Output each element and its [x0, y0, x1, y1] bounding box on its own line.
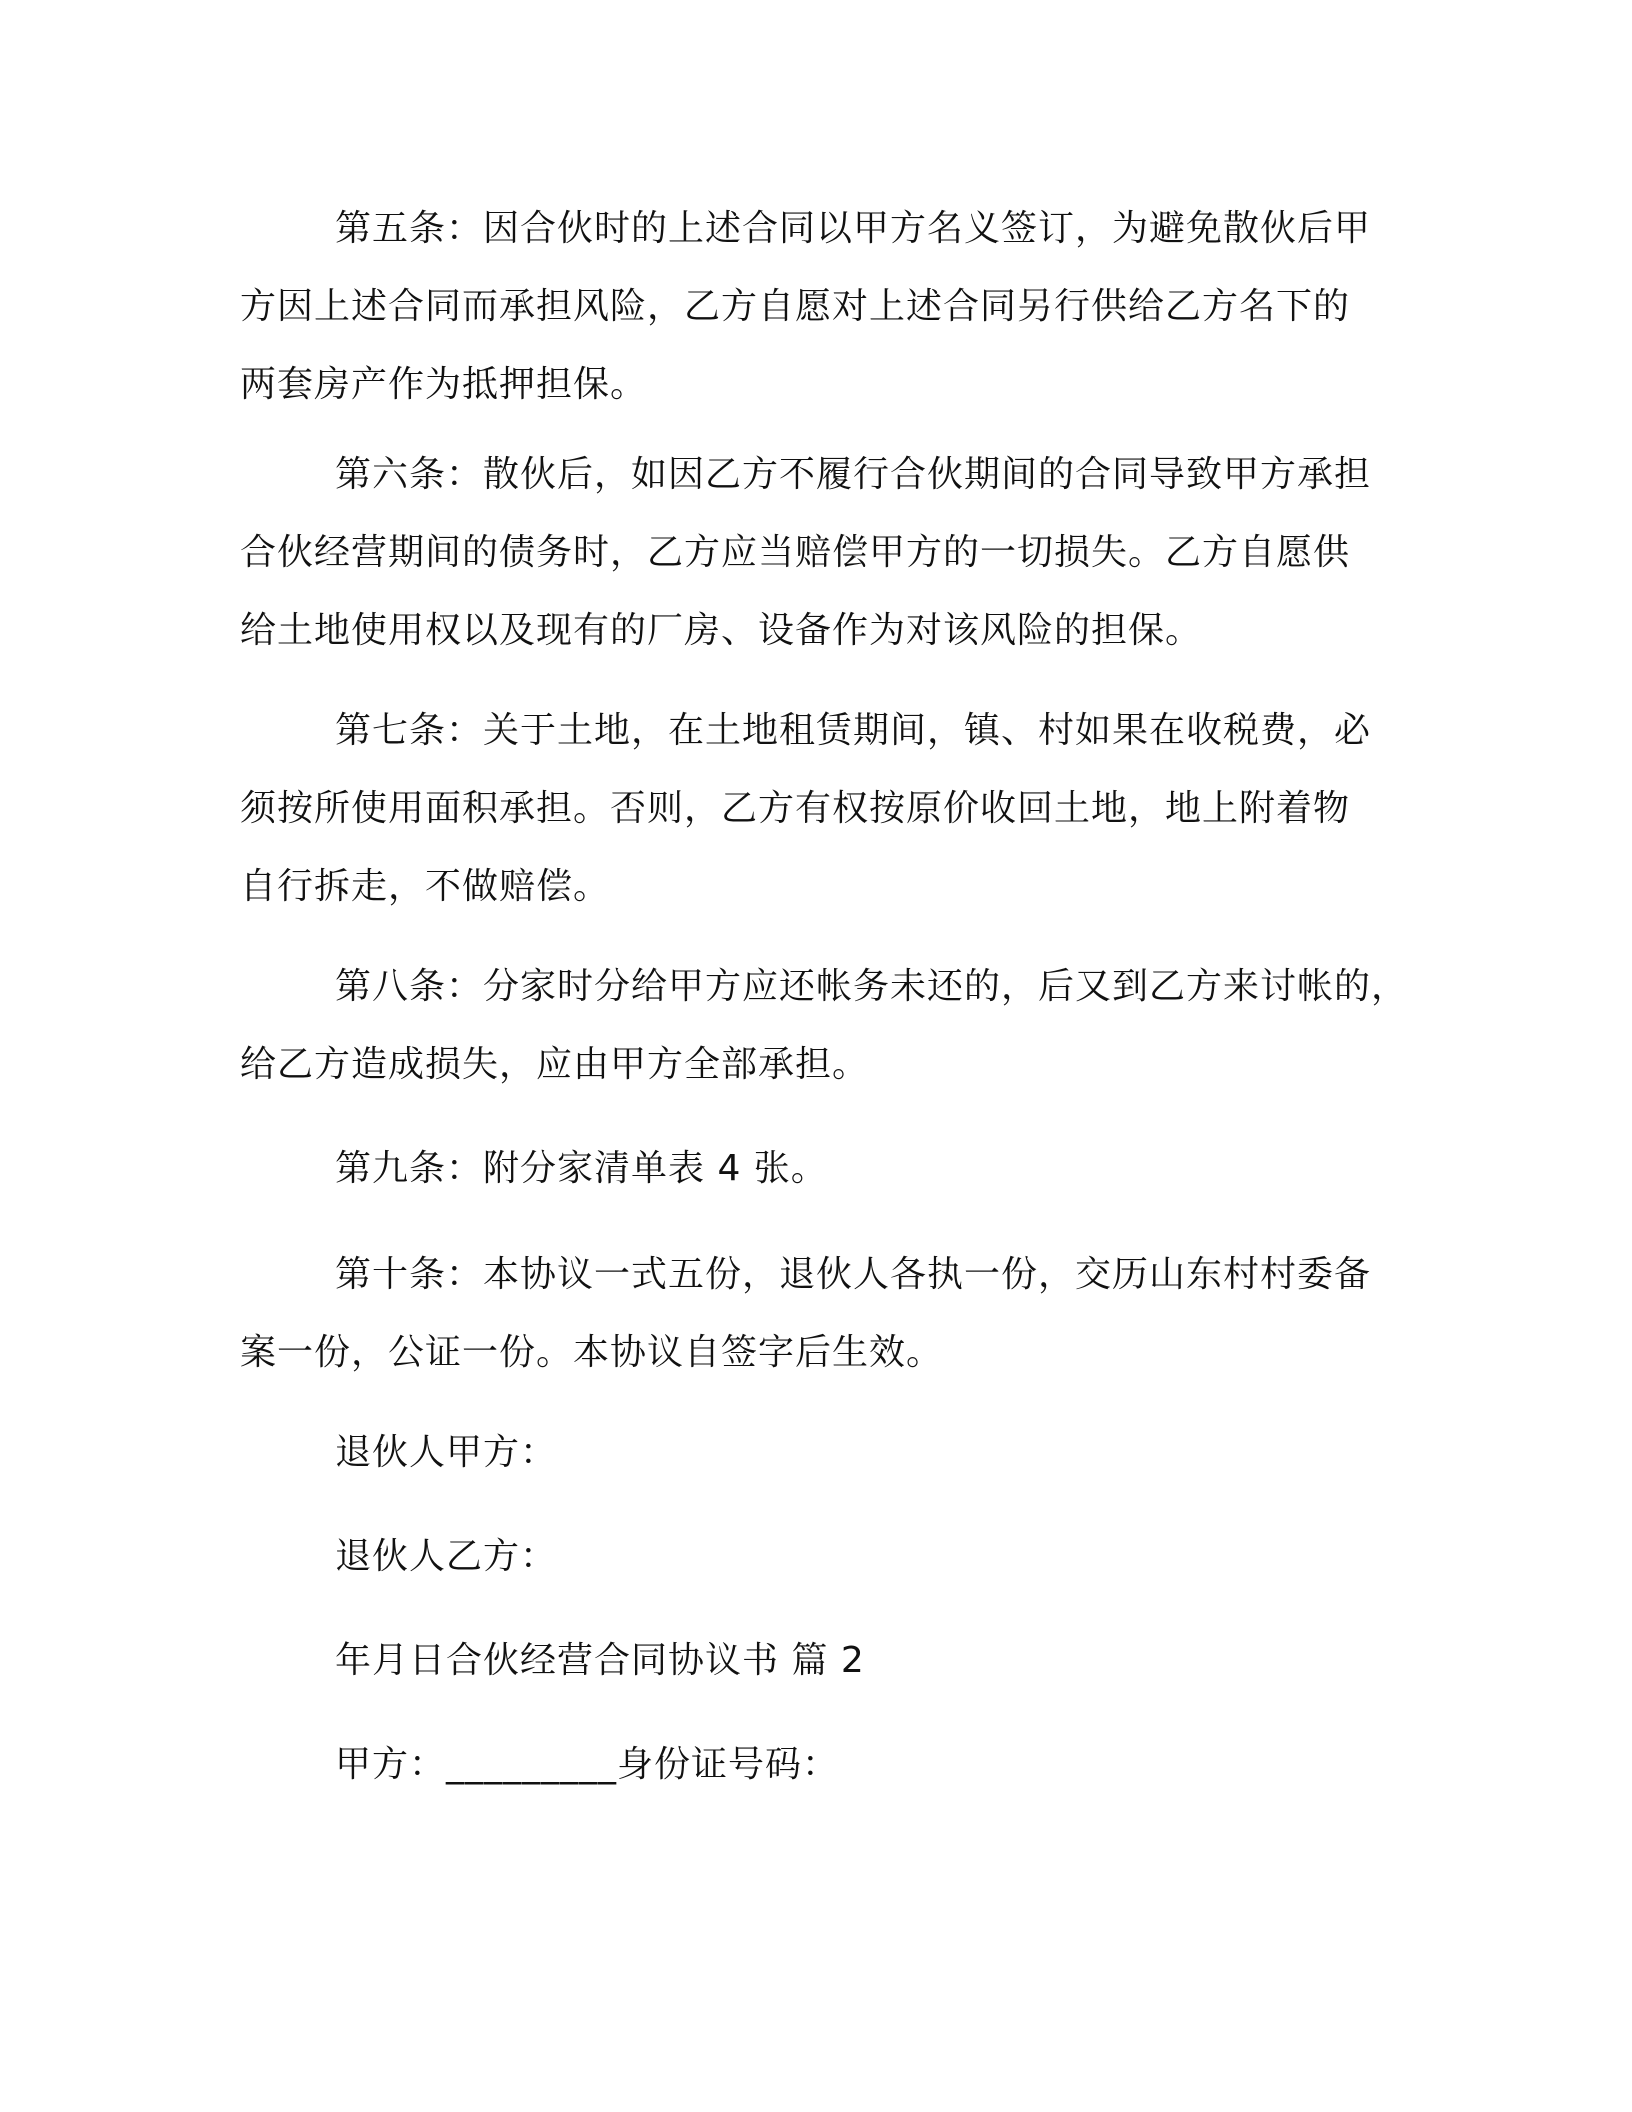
- article-9-line-1: 第九条：附分家清单表 4 张。: [335, 1148, 828, 1189]
- article-6-line-3: 给土地使用权以及现有的厂房、设备作为对该风险的担保。: [240, 610, 1203, 651]
- signer-a-line: 退伙人甲方：: [335, 1432, 558, 1473]
- signer-b-line: 退伙人乙方：: [335, 1536, 558, 1577]
- article-9-paragraph: [240, 1130, 1410, 1208]
- signer-b-label: [240, 1518, 1410, 1596]
- article-7-paragraph: [240, 692, 1410, 926]
- article-8-line-2: 给乙方造成损失，应由甲方全部承担。: [240, 1044, 870, 1085]
- article-5-line-1: 第五条：因合伙时的上述合同以甲方名义签订，为避免散伙后甲: [335, 208, 1372, 249]
- article-5-paragraph: [240, 190, 1410, 424]
- section-title: [240, 1622, 1410, 1700]
- article-7-line-2: 须按所使用面积承担。否则，乙方有权按原价收回土地，地上附着物: [240, 788, 1351, 829]
- article-10-line-2: 案一份，公证一份。本协议自签字后生效。: [240, 1332, 944, 1373]
- article-7-line-3: 自行拆走，不做赔偿。: [240, 866, 611, 907]
- article-8-paragraph: [240, 948, 1410, 1104]
- article-8-line-1: 第八条：分家时分给甲方应还帐务未还的，后又到乙方来讨帐的，: [335, 966, 1409, 1007]
- article-10-paragraph: [240, 1236, 1410, 1392]
- article-5-line-3: 两套房产作为抵押担保。: [240, 364, 648, 405]
- signer-a-label: [240, 1414, 1410, 1492]
- section-title-line: 年月日合伙经营合同协议书 篇 2: [335, 1640, 865, 1681]
- party-a-line: [240, 1726, 1410, 1804]
- article-6-line-1: 第六条：散伙后，如因乙方不履行合伙期间的合同导致甲方承担: [335, 454, 1372, 495]
- article-5-line-2: 方因上述合同而承担风险，乙方自愿对上述合同另行供给乙方名下的: [240, 286, 1351, 327]
- party-a-text: 甲方：_________身份证号码：: [335, 1744, 840, 1785]
- article-6-paragraph: [240, 436, 1410, 670]
- article-6-line-2: 合伙经营期间的债务时，乙方应当赔偿甲方的一切损失。乙方自愿供: [240, 532, 1351, 573]
- article-7-line-1: 第七条：关于土地，在土地租赁期间，镇、村如果在收税费，必: [335, 710, 1372, 751]
- article-10-line-1: 第十条：本协议一式五份，退伙人各执一份，交历山东村村委备: [335, 1254, 1372, 1295]
